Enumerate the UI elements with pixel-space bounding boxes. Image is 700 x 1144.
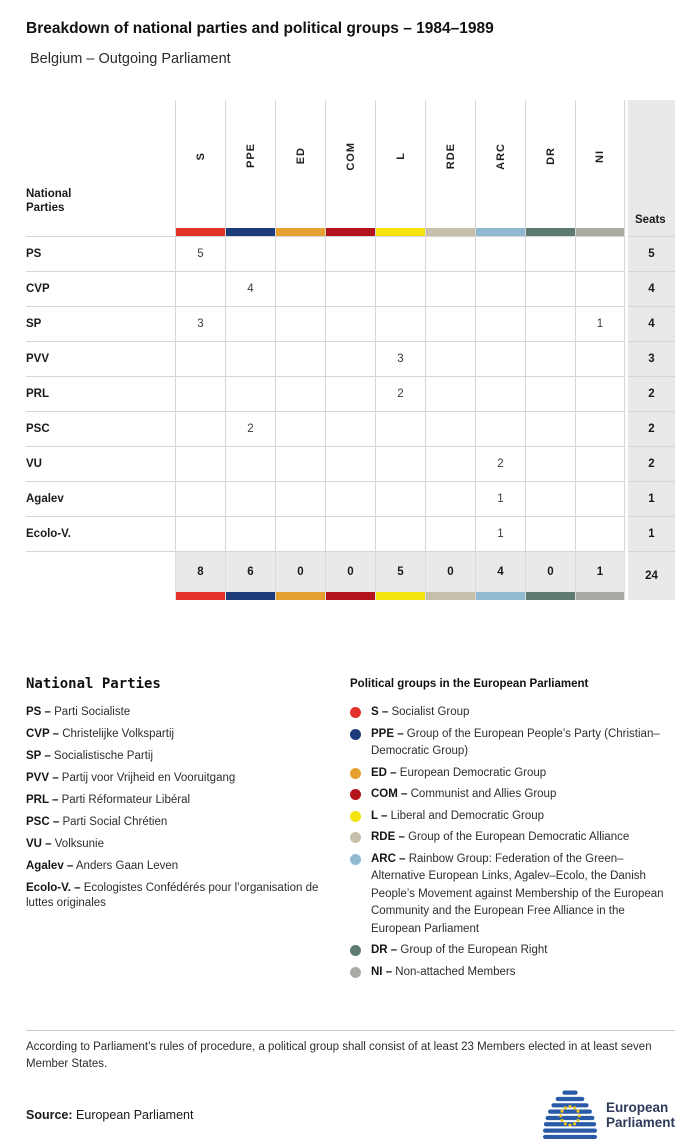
value-cell: 3 [375,342,425,377]
group-color-bar [576,592,624,600]
value-cell: 2 [375,377,425,412]
value-cell [275,342,325,377]
party-name: Ecolo-V. [26,517,175,552]
seats-cell: 4 [628,307,675,342]
value-cell [375,517,425,552]
column-header-label: DR [544,147,557,165]
ep-logo [543,1090,675,1140]
group-color-bar [276,228,325,236]
value-cell [525,342,575,377]
party-legend-item: SP – Socialistische Partij [26,750,153,762]
group-legend-text: COM – Communist and Allies Group [371,788,557,800]
value-cell [575,482,625,517]
value-cell [275,377,325,412]
group-legend-abbr: S – [371,706,389,718]
group-legend-item [350,942,675,960]
value-cell [275,517,325,552]
value-cell [475,307,525,342]
total-cell [275,552,325,600]
value-cell [175,517,225,552]
total-value: 0 [447,566,454,578]
value-cell [375,307,425,342]
party-legend-abbr: Agalev – [26,860,74,872]
divider [26,1030,675,1031]
group-legend-item [350,786,675,804]
value-cell: 5 [175,237,225,272]
value-cell [275,412,325,447]
legend-parties-heading: National Parties [26,676,161,692]
group-color-bar [276,592,325,600]
column-header-arc [475,100,525,237]
party-legend-item: CVP – Christelijke Volkspartij [26,728,175,740]
value-cell: 4 [225,272,275,307]
party-legend-item: PS – Parti Socialiste [26,706,131,718]
value-cell: 2 [225,412,275,447]
value-cell: 1 [575,307,625,342]
value-cell [575,237,625,272]
ep-logo-line1: European [605,1099,669,1115]
value-cell [425,272,475,307]
total-cell [375,552,425,600]
party-legend-abbr: Ecolo-V. – [26,882,81,894]
group-color-bar [376,592,425,600]
group-legend-text: L – Liberal and Democratic Group [371,809,545,822]
value-cell: 3 [175,307,225,342]
party-legend-item: VU – Volksunie [26,838,105,850]
column-header-dr [525,100,575,237]
legend-section [26,676,675,985]
bottom-bar [26,1090,675,1140]
column-header-label: COM [344,141,357,171]
group-color-dot-icon [350,832,361,843]
total-cell [175,552,225,600]
column-header-ppe [225,100,275,237]
value-cell [225,307,275,342]
column-header-label: L [394,152,407,160]
column-header-ed [275,100,325,237]
group-legend-item [350,964,675,982]
group-color-bar [476,592,525,600]
group-legend-item [350,829,675,847]
legend-groups-heading: Political groups in the European Parliament [350,678,589,690]
party-legend-abbr: PSC – [26,816,60,828]
value-cell: 1 [475,482,525,517]
totals-blank [26,552,175,600]
column-header-ni [575,100,625,237]
value-cell [175,272,225,307]
total-value: 0 [347,566,354,578]
source-line [26,1108,193,1122]
value-cell [475,377,525,412]
group-legend-abbr: NI – [371,965,393,978]
seats-cell: 3 [628,342,675,377]
group-legend-text: PPE – Group of the European People’s Party (Christian–Democratic Group) [371,727,660,757]
value-cell [425,482,475,517]
seats-table-grid [26,100,675,600]
value-cell [325,342,375,377]
value-cell [325,412,375,447]
value-cell [575,517,625,552]
value-cell [225,517,275,552]
value-cell [575,377,625,412]
group-color-dot-icon [350,789,361,800]
value-cell [425,307,475,342]
value-cell [175,412,225,447]
column-header-s [175,100,225,237]
group-legend-text: ED – European Democratic Group [371,766,547,779]
source-label: Source: [26,1108,73,1122]
value-cell [525,517,575,552]
total-value: 1 [596,566,604,578]
group-legend-abbr: ARC – [371,852,406,865]
seats-cell: 4 [628,272,675,307]
total-cell [475,552,525,600]
value-cell [425,517,475,552]
value-cell: 2 [475,447,525,482]
source-text: European Parliament [76,1108,194,1122]
column-header-label: PPE [244,143,257,169]
value-cell [325,377,375,412]
seats-cell: 1 [628,482,675,517]
seats-cell: 2 [628,447,675,482]
seats-cell: 2 [628,412,675,447]
group-legend-abbr: RDE – [371,831,405,843]
group-color-dot-icon [350,768,361,779]
group-color-dot-icon [350,945,361,956]
column-header-label: NI [594,149,606,163]
seats-table [26,100,675,600]
party-legend-abbr: VU – [26,838,52,850]
group-legend-abbr: DR – [371,944,398,956]
party-legend-abbr: PS – [26,706,51,718]
party-legend-item: PRL – Parti Réformateur Libéral [26,794,191,806]
value-cell [275,272,325,307]
group-legend-text: RDE – Group of the European Democratic Alliance [371,831,630,843]
value-cell [425,342,475,377]
group-legend-abbr: PPE – [371,727,404,740]
group-color-dot-icon [350,967,361,978]
value-cell [225,447,275,482]
value-cell [175,342,225,377]
column-header-label: ED [294,147,307,165]
value-cell [425,412,475,447]
seats-cell: 5 [628,237,675,272]
seats-total-cell: 24 [628,552,675,600]
total-cell [425,552,475,600]
group-legend-item [350,851,675,939]
group-legend-abbr: L – [371,809,388,822]
group-color-bar [526,228,575,236]
column-header-l [375,100,425,237]
group-color-dot-icon [350,811,361,822]
group-legend-item [350,704,675,722]
value-cell [525,272,575,307]
column-header-label: RDE [444,142,457,170]
total-cell [525,552,575,600]
page-title: Breakdown of national parties and political groups – 1984–1989 [26,20,494,37]
value-cell [325,517,375,552]
group-color-bar [176,228,225,236]
group-color-bar [176,592,225,600]
group-color-bar [376,228,425,236]
group-color-bar [526,592,575,600]
group-legend-text: NI – Non-attached Members [371,965,516,978]
value-cell [225,237,275,272]
value-cell [375,412,425,447]
party-name: PVV [26,342,175,377]
total-value: 5 [397,566,404,578]
value-cell [575,272,625,307]
value-cell [275,237,325,272]
party-legend-abbr: PVV – [26,772,59,784]
party-name: SP [26,307,175,342]
value-cell [375,482,425,517]
group-legend-abbr: ED – [371,766,397,779]
value-cell [325,307,375,342]
total-value: 6 [247,566,254,578]
group-color-bar [426,592,475,600]
seats-cell: 1 [628,517,675,552]
total-value: 0 [297,566,304,578]
seats-cell: 2 [628,377,675,412]
value-cell [475,342,525,377]
value-cell [475,412,525,447]
group-legend-item [350,726,675,761]
table-corner-label: National Parties [26,100,175,237]
party-name: PSC [26,412,175,447]
seats-column-header: Seats [628,100,675,237]
value-cell [275,482,325,517]
value-cell [325,447,375,482]
value-cell [225,482,275,517]
group-color-bar [576,228,624,236]
total-value: 4 [497,566,504,578]
value-cell [425,447,475,482]
group-color-dot-icon [350,854,361,865]
value-cell [475,237,525,272]
group-legend-text: S – Socialist Group [371,706,470,718]
value-cell [325,482,375,517]
group-color-bar [226,592,275,600]
value-cell [525,237,575,272]
value-cell [275,447,325,482]
value-cell [525,377,575,412]
value-cell [375,237,425,272]
party-legend-abbr: SP – [26,750,51,762]
value-cell [325,237,375,272]
group-color-bar [326,228,375,236]
column-header-rde [425,100,475,237]
value-cell [575,342,625,377]
ep-hemicycle-icon [543,1090,597,1140]
column-header-com [325,100,375,237]
group-color-dot-icon [350,707,361,718]
party-legend-abbr: CVP – [26,728,60,740]
group-color-bar [226,228,275,236]
page-subtitle: Belgium – Outgoing Parliament [30,51,231,67]
party-legend-item: Agalev – Anders Gaan Leven [26,860,179,872]
value-cell [225,342,275,377]
group-color-dot-icon [350,729,361,740]
group-legend-abbr: COM – [371,788,408,800]
party-name: VU [26,447,175,482]
total-cell [575,552,625,600]
group-color-bar [476,228,525,236]
party-legend-item: PSC – Parti Social Chrétien [26,816,168,828]
party-name: Agalev [26,482,175,517]
value-cell [575,447,625,482]
ep-logo-line2: Parliament [605,1115,675,1130]
value-cell [325,272,375,307]
legend-national-parties [26,676,350,985]
party-legend-abbr: PRL – [26,794,59,806]
total-cell [325,552,375,600]
value-cell [375,272,425,307]
group-legend-text: DR – Group of the European Right [371,944,548,956]
value-cell [525,482,575,517]
total-cell [225,552,275,600]
group-color-bar [426,228,475,236]
column-header-label: ARC [494,142,507,170]
group-legend-item [350,808,675,826]
value-cell [225,377,275,412]
footnote: According to Parliament’s rules of procedure, a political group shall consist of at least 23 Members elected in at least seven Member States. [26,1041,652,1070]
value-cell [525,447,575,482]
value-cell [425,237,475,272]
value-cell [575,412,625,447]
value-cell [525,307,575,342]
group-color-bar [326,592,375,600]
total-value: 8 [197,566,204,578]
value-cell [175,377,225,412]
value-cell [525,412,575,447]
value-cell [275,307,325,342]
legend-political-groups [350,676,675,985]
group-legend-text: ARC – Rainbow Group: Federation of the Green–Alternative European Links, Agalev–Ecolo, the Danish People’s Movement against Membership of the European Community and the European Free Alliance in the European Parliament [371,852,664,935]
party-name: CVP [26,272,175,307]
legend-groups-list [350,704,675,981]
value-cell: 1 [475,517,525,552]
party-legend-item: Ecolo-V. – Ecologistes Confédérés pour l’organisation de luttes originales [26,882,319,909]
value-cell [475,272,525,307]
column-header-label: S [194,151,207,161]
party-name: PRL [26,377,175,412]
value-cell [175,482,225,517]
legend-parties-list [26,705,350,910]
value-cell [425,377,475,412]
party-name: PS [26,237,175,272]
value-cell [175,447,225,482]
group-legend-item [350,765,675,783]
value-cell [375,447,425,482]
total-value: 0 [547,566,554,578]
ep-logo-wordmark [606,1100,675,1131]
party-legend-item: PVV – Partij voor Vrijheid en Vooruitgang [26,772,236,784]
